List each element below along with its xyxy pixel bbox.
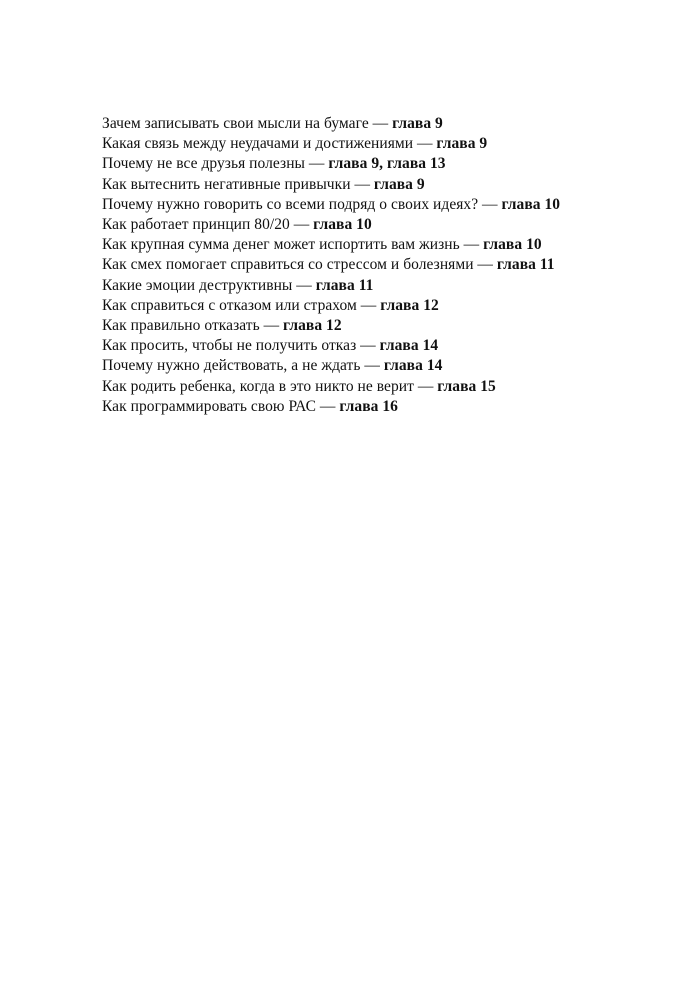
- chapter-reference: глава 12: [283, 317, 342, 335]
- list-item: [102, 235, 560, 255]
- chapter-reference: глава 16: [339, 397, 398, 415]
- list-item: [102, 397, 560, 417]
- topic-index-list: [102, 114, 560, 417]
- dash-separator: —: [360, 296, 377, 314]
- topic-text: Как работает принцип 80/20: [102, 216, 290, 234]
- list-item: [102, 195, 560, 215]
- dash-separator: —: [296, 276, 312, 294]
- chapter-reference: глава 11: [496, 256, 555, 274]
- dash-separator: —: [308, 155, 325, 173]
- chapter-reference: глава 9: [436, 135, 488, 153]
- list-item: [102, 134, 560, 154]
- chapter-reference: глава 11: [315, 276, 374, 294]
- chapter-reference: глава 14: [379, 337, 439, 355]
- list-item: [102, 377, 560, 397]
- dash-separator: —: [354, 175, 371, 193]
- chapter-reference: глава 10: [313, 216, 372, 234]
- dash-separator: —: [263, 317, 280, 335]
- dash-separator: —: [416, 135, 433, 153]
- list-item: [102, 215, 560, 235]
- chapter-reference: глава 14: [383, 357, 443, 375]
- dash-separator: —: [372, 115, 389, 132]
- dash-separator: —: [364, 357, 380, 375]
- topic-text: Почему нужно говорить со всеми подряд о своих идеях?: [102, 195, 479, 213]
- topic-text: Почему нужно действовать, а не ждать: [102, 357, 361, 375]
- dash-separator: —: [477, 256, 493, 274]
- topic-text: Какие эмоции деструктивны: [102, 276, 293, 294]
- topic-text: Как правильно отказать: [102, 317, 260, 335]
- chapter-reference: глава 12: [380, 296, 439, 314]
- list-item: [102, 175, 560, 195]
- chapter-reference: глава 9: [392, 115, 443, 132]
- list-item: [102, 336, 560, 356]
- list-item: [102, 296, 560, 316]
- topic-text: Почему не все друзья полезны: [102, 155, 306, 173]
- dash-separator: —: [293, 216, 310, 234]
- list-item: [102, 255, 560, 275]
- topic-text: Как родить ребенка, когда в это никто не верит: [102, 377, 414, 395]
- chapter-reference: глава 10: [483, 236, 542, 254]
- list-item: [102, 154, 560, 174]
- topic-text: Как справиться с отказом или страхом: [102, 296, 357, 314]
- topic-text: Зачем записывать свои мысли на бумаге: [102, 115, 369, 132]
- dash-separator: —: [417, 377, 434, 395]
- topic-text: Как программировать свою РАС: [102, 397, 317, 415]
- dash-separator: —: [319, 397, 336, 415]
- dash-separator: —: [360, 337, 376, 355]
- dash-separator: —: [463, 236, 480, 254]
- topic-text: Как крупная сумма денег может испортить вам жизнь: [102, 236, 460, 254]
- chapter-reference: глава 15: [437, 377, 496, 395]
- topic-text: Как смех помогает справиться со стрессом и болезнями: [102, 256, 474, 274]
- list-item: [102, 316, 560, 336]
- chapter-reference: глава 10: [501, 195, 561, 213]
- list-item: [102, 276, 560, 296]
- dash-separator: —: [482, 195, 498, 213]
- list-item: [102, 114, 560, 134]
- topic-text: Как просить, чтобы не получить отказ: [102, 337, 357, 355]
- topic-text: Как вытеснить негативные привычки: [102, 175, 351, 193]
- chapter-reference: глава 9, глава 13: [328, 155, 446, 173]
- topic-text: Какая связь между неудачами и достижениями: [102, 135, 414, 153]
- list-item: [102, 356, 560, 376]
- chapter-reference: глава 9: [373, 175, 425, 193]
